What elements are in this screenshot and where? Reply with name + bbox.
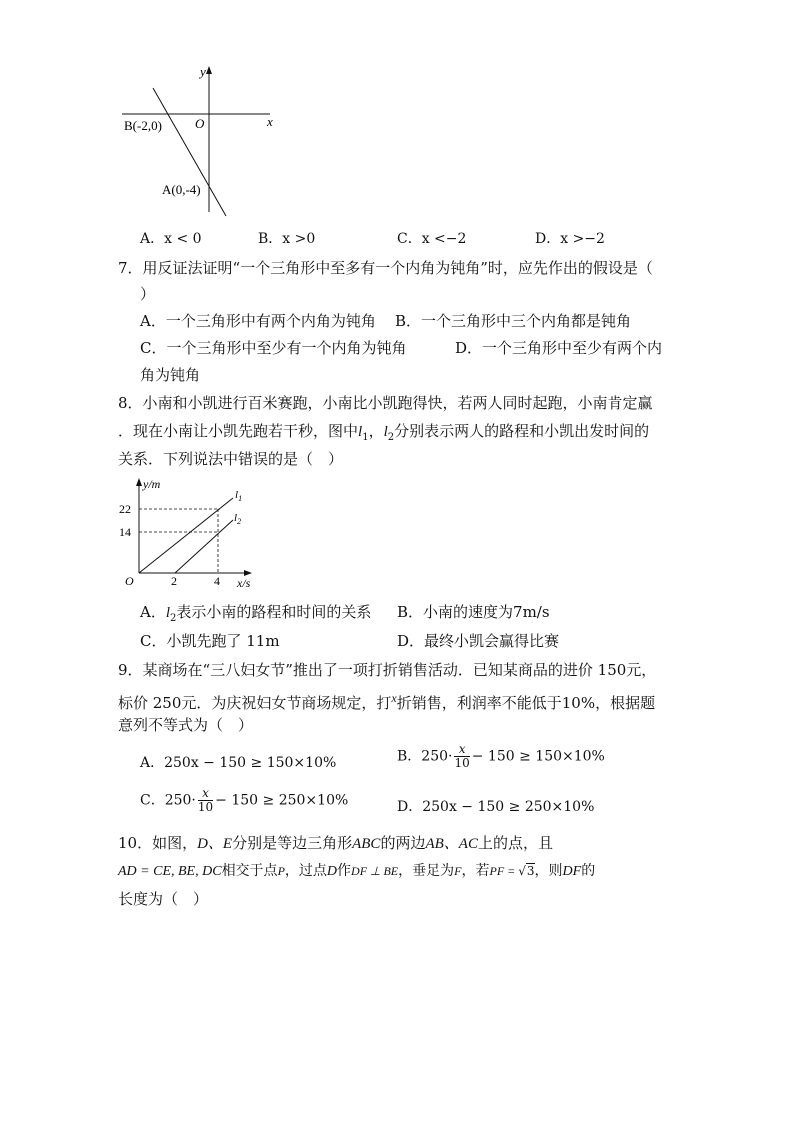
x-label: x	[267, 114, 273, 129]
q10-text: 分别是等边三角形	[232, 834, 353, 852]
l2-symbol: l	[383, 424, 388, 440]
origin-label: O	[125, 574, 134, 588]
q7-option-c[interactable]: C．一个三角形中至少有一个内角为钝角	[140, 339, 407, 357]
fraction-numerator: x	[198, 787, 213, 801]
q8-option-b[interactable]: B．小南的速度为7m/s	[397, 603, 550, 621]
fraction-numerator: x	[454, 743, 469, 757]
x-tick-4: 4	[214, 574, 220, 588]
q10-math: ABC	[352, 836, 381, 852]
y-axis-arrow	[206, 66, 212, 74]
q8-option-a-text: 表示小南的路程和时间的关系	[176, 603, 372, 621]
q8-stem-line1: 8．小南和小凯进行百米赛跑，小南比小凯跑得快，若两人同时起跑，小南肯定赢	[118, 394, 653, 412]
l1-symbol: l	[358, 424, 363, 440]
q9-option-c[interactable]	[140, 787, 348, 814]
q8-option-a-prefix: A．	[140, 603, 166, 621]
fraction-denominator: 10	[197, 800, 214, 814]
y-axis-label: y/m	[143, 477, 161, 491]
q9-option-d[interactable]: D．250x − 150 ≥ 250×10%	[397, 799, 595, 815]
point-a-label: A(0,-4)	[162, 182, 201, 197]
fraction-denominator: 10	[454, 756, 470, 770]
q10-text: 的两边	[380, 834, 426, 852]
q10-text: 作	[337, 863, 352, 879]
q8-graph-figure	[115, 474, 265, 592]
q9-option-b-rest: − 150 ≥ 150×10%	[471, 748, 605, 765]
q8-text: ，	[368, 422, 384, 440]
q10-math: P	[277, 864, 285, 878]
q9-option-a[interactable]: A．250x − 150 ≥ 150×10%	[140, 755, 337, 771]
q9-option-b[interactable]	[397, 743, 605, 770]
q10-stem-line2	[118, 857, 595, 886]
l2-subscript: 2	[170, 613, 177, 624]
q9-option-c-prefix: C．250·	[140, 792, 196, 809]
q8-text: ．现在小南让小凯先跑若干秒，图中	[118, 422, 359, 440]
x-tick-2: 2	[171, 574, 177, 588]
q10-text: ，若	[461, 863, 490, 879]
q8-option-c[interactable]: C．小凯先跑了 11m	[140, 632, 280, 650]
q10-stem-line3: 长度为（ ）	[118, 890, 209, 908]
q6-option-a[interactable]: A．x < 0	[140, 231, 202, 247]
line-l2	[175, 520, 233, 573]
fraction-x-over-10	[454, 743, 469, 770]
l1-subscript: 1	[362, 432, 369, 443]
q10-math: DF	[562, 864, 582, 879]
q6-option-b[interactable]: B．x >0	[258, 231, 316, 247]
q6-graph-figure	[118, 62, 288, 222]
q10-text: 相交于点	[221, 863, 278, 879]
q9-text: 标价 250元．为庆祝妇女节商场规定，打	[118, 694, 392, 712]
q8-text: 分别表示两人的路程和小凯出发时间的	[394, 422, 650, 440]
q10-math: D	[326, 864, 338, 879]
q10-math: AB、AC	[425, 836, 478, 852]
q7-option-a[interactable]: A．一个三角形中有两个内角为钝角	[140, 312, 376, 330]
q10-text: 上的点，且	[477, 834, 553, 852]
l1-label: $l_1$	[235, 489, 243, 503]
q10-math: F	[454, 864, 462, 878]
q10-math: AD = CE, BE, DC	[118, 864, 222, 879]
q10-math: PF =	[489, 864, 519, 878]
q10-text: ，过点	[284, 863, 327, 879]
q9-option-b-prefix: B．250·	[397, 748, 453, 765]
x-symbol: x	[391, 691, 397, 705]
point-b-label: B(-2,0)	[124, 118, 162, 133]
sqrt-radicand: 3	[526, 864, 535, 878]
q9-text: 折销售，利润率不能低于10%，根据题	[396, 694, 656, 712]
q7-stem-line1: 7．用反证法证明“一个三角形中至多有一个内角为钝角”时，应先作出的假设是（	[118, 259, 653, 277]
x-axis-label: x/s	[237, 576, 251, 590]
q7-option-b[interactable]: B．一个三角形中三个内角都是钝角	[395, 312, 632, 330]
y-tick-22: 22	[119, 502, 131, 516]
y-tick-14: 14	[119, 525, 131, 539]
q9-stem-line3: 意列不等式为（ ）	[118, 716, 254, 734]
l2-label: $l_2$	[234, 512, 242, 526]
origin-label: O	[195, 116, 205, 131]
y-axis-arrow	[136, 478, 142, 486]
sqrt-sign: √	[518, 864, 526, 878]
fraction-x-over-10	[198, 787, 213, 814]
q10-math: DF ⊥ BE	[351, 864, 399, 878]
y-label: y	[200, 64, 206, 79]
l2-symbol: l	[165, 605, 171, 621]
q10-text: ，则	[534, 863, 563, 879]
q10-text: ，垂足为	[398, 863, 455, 879]
q6-option-c[interactable]: C．x <−2	[397, 231, 467, 247]
q9-stem-line1: 9．某商场在“三八妇女节”推出了一项打折销售活动．已知某商品的进价 150元，	[118, 661, 657, 679]
q6-option-d[interactable]: D．x >−2	[535, 231, 605, 247]
q10-text: 10．如图，	[118, 834, 198, 852]
q7-option-d-cont: 角为钝角	[140, 366, 201, 384]
q9-option-c-rest: − 150 ≥ 250×10%	[215, 792, 349, 809]
l2-subscript: 2	[387, 432, 395, 443]
q10-text: 的	[581, 863, 596, 879]
q10-math: D、E	[197, 836, 233, 852]
q8-option-d[interactable]: D．最终小凯会赢得比赛	[397, 632, 560, 650]
q7-option-d[interactable]: D．一个三角形中至少有两个内	[455, 339, 663, 357]
q8-stem-line3: 关系．下列说法中错误的是（ ）	[118, 450, 344, 468]
q7-stem-line2: ）	[140, 285, 156, 303]
q10-stem-line1	[118, 829, 553, 858]
